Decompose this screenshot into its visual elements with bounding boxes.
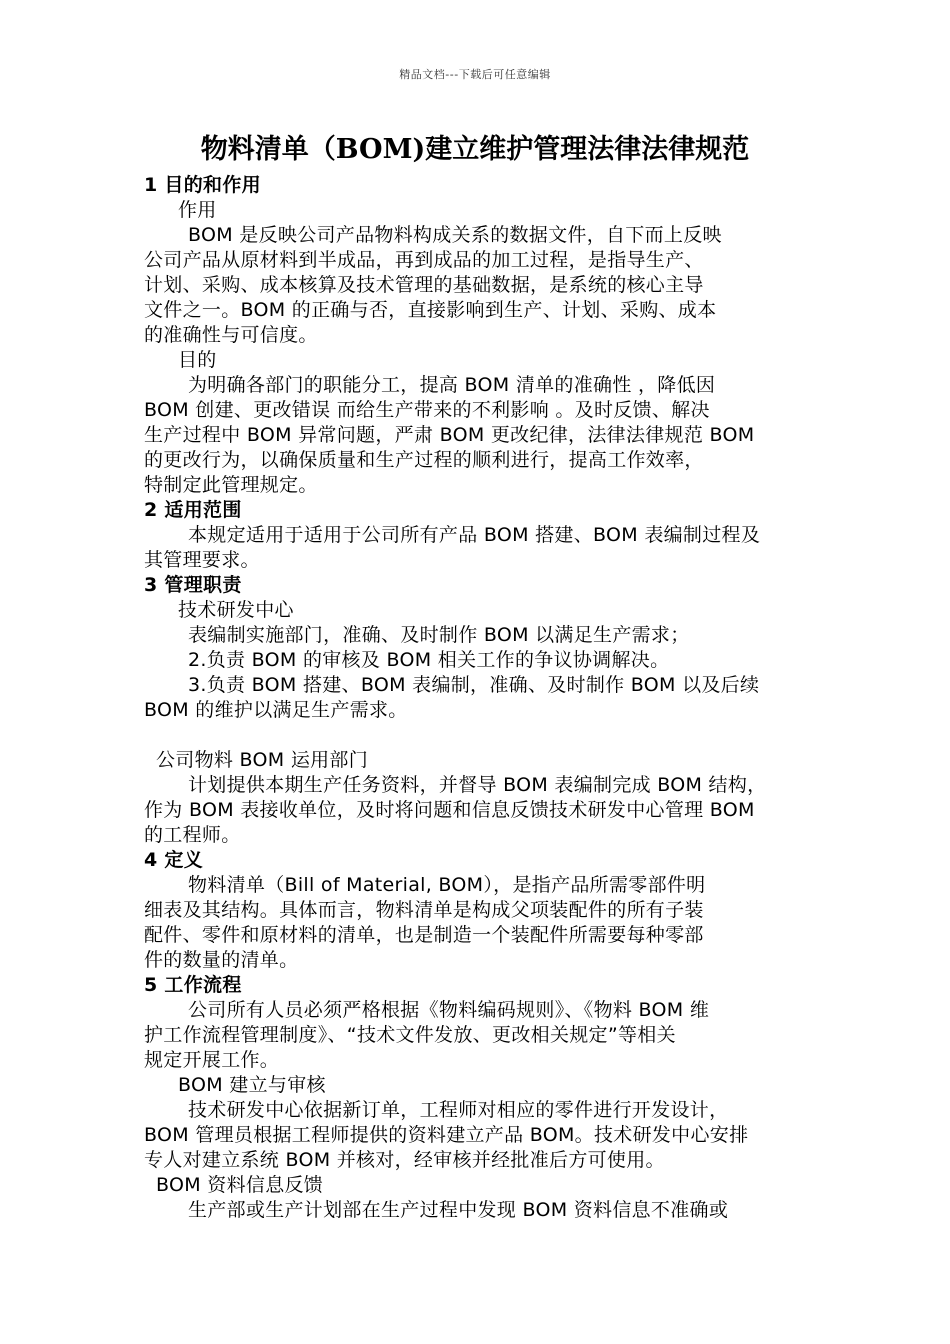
body-text-line: 3.负责 BOM 搭建、BOM 表编制，准确、及时制作 BOM 以及后续 xyxy=(188,674,760,696)
section-heading: 2 适用范围 xyxy=(144,499,242,521)
body-text-line: 文件之一。BOM 的正确与否，直接影响到生产、计划、采购、成本 xyxy=(144,299,717,321)
document-body xyxy=(144,173,816,1223)
body-text-line: 公司所有人员必须严格根据《物料编码规则》、《物料 BOM 维 xyxy=(188,999,710,1021)
body-text-line: 2.负责 BOM 的审核及 BOM 相关工作的争议协调解决。 xyxy=(188,649,670,671)
body-text-line: 细表及其结构。具体而言，物料清单是构成父项装配件的所有子装 xyxy=(144,899,704,921)
body-text-line: 表编制实施部门，准确、及时制作 BOM 以满足生产需求； xyxy=(188,624,690,646)
body-text-line: 本规定适用于适用于公司所有产品 BOM 搭建、BOM 表编制过程及 xyxy=(188,524,761,546)
section-heading: 1 目的和作用 xyxy=(144,174,261,196)
body-text-line: 作用 xyxy=(178,199,217,221)
body-text-line: BOM 是反映公司产品物料构成关系的数据文件，自下而上反映 xyxy=(188,224,722,246)
body-text-line: 其管理要求。 xyxy=(144,549,260,571)
body-text-line: BOM 创建、更改错误 而给生产带来的不利影响 。及时反馈、解决 xyxy=(144,399,710,421)
body-text-line: 特制定此管理规定。 xyxy=(144,474,318,496)
body-text-line: 的准确性与可信度。 xyxy=(144,324,318,346)
document-title: 物料清单（BOM)建立维护管理法律法律规范 xyxy=(200,134,750,165)
body-text-line: 护工作流程管理制度》、“技术文件发放、更改相关规定”等相关 xyxy=(144,1024,676,1046)
body-text-line: 的更改行为，以确保质量和生产过程的顺利进行，提高工作效率， xyxy=(144,449,704,471)
body-text-line: BOM 建立与审核 xyxy=(178,1074,326,1096)
body-text-line: 生产部或生产计划部在生产过程中发现 BOM 资料信息不准确或 xyxy=(188,1199,729,1221)
body-text-line: 公司物料 BOM 运用部门 xyxy=(156,749,369,771)
body-text-line: 作为 BOM 表接收单位，及时将问题和信息反馈技术研发中心管理 BOM xyxy=(144,799,755,821)
body-text-line: 目的 xyxy=(178,349,217,371)
body-text-line: 的工程师。 xyxy=(144,824,241,846)
body-text-line: 技术研发中心依据新订单，工程师对相应的零件进行开发设计， xyxy=(188,1099,729,1121)
section-heading: 5 工作流程 xyxy=(144,974,242,996)
blank-line xyxy=(144,723,816,748)
header-note: 精品文档---下载后可任意编辑 xyxy=(399,68,551,81)
section-heading: 4 定义 xyxy=(144,849,204,871)
body-text-line: BOM 的维护以满足生产需求。 xyxy=(144,699,408,721)
body-text-line: 公司产品从原材料到半成品，再到成品的加工过程，是指导生产、 xyxy=(144,249,704,271)
body-text-line: 物料清单（Bill of Material, BOM），是指产品所需零部件明 xyxy=(188,874,706,896)
body-text-line: BOM 资料信息反馈 xyxy=(156,1174,324,1196)
body-text-line: 计划、采购、成本核算及技术管理的基础数据，是系统的核心主导 xyxy=(144,274,704,296)
body-text-line: 规定开展工作。 xyxy=(144,1049,280,1071)
body-text-line: 件的数量的清单。 xyxy=(144,949,299,971)
body-text-line: 技术研发中心 xyxy=(178,599,294,621)
body-text-line: 配件、零件和原材料的清单，也是制造一个装配件所需要每种零部 xyxy=(144,924,704,946)
body-text-line: BOM 管理员根据工程师提供的资料建立产品 BOM。技术研发中心安排 xyxy=(144,1124,749,1146)
section-heading: 3 管理职责 xyxy=(144,574,242,596)
body-text-line: 计划提供本期生产任务资料，并督导 BOM 表编制完成 BOM 结构， xyxy=(188,774,767,796)
body-text-line: 专人对建立系统 BOM 并核对，经审核并经批准后方可使用。 xyxy=(144,1149,665,1171)
body-text-line: 生产过程中 BOM 异常问题，严肃 BOM 更改纪律，法律法律规范 BOM xyxy=(144,424,755,446)
body-text-line: 为明确各部门的职能分工，提高 BOM 清单的准确性 ，降低因 xyxy=(188,374,716,396)
